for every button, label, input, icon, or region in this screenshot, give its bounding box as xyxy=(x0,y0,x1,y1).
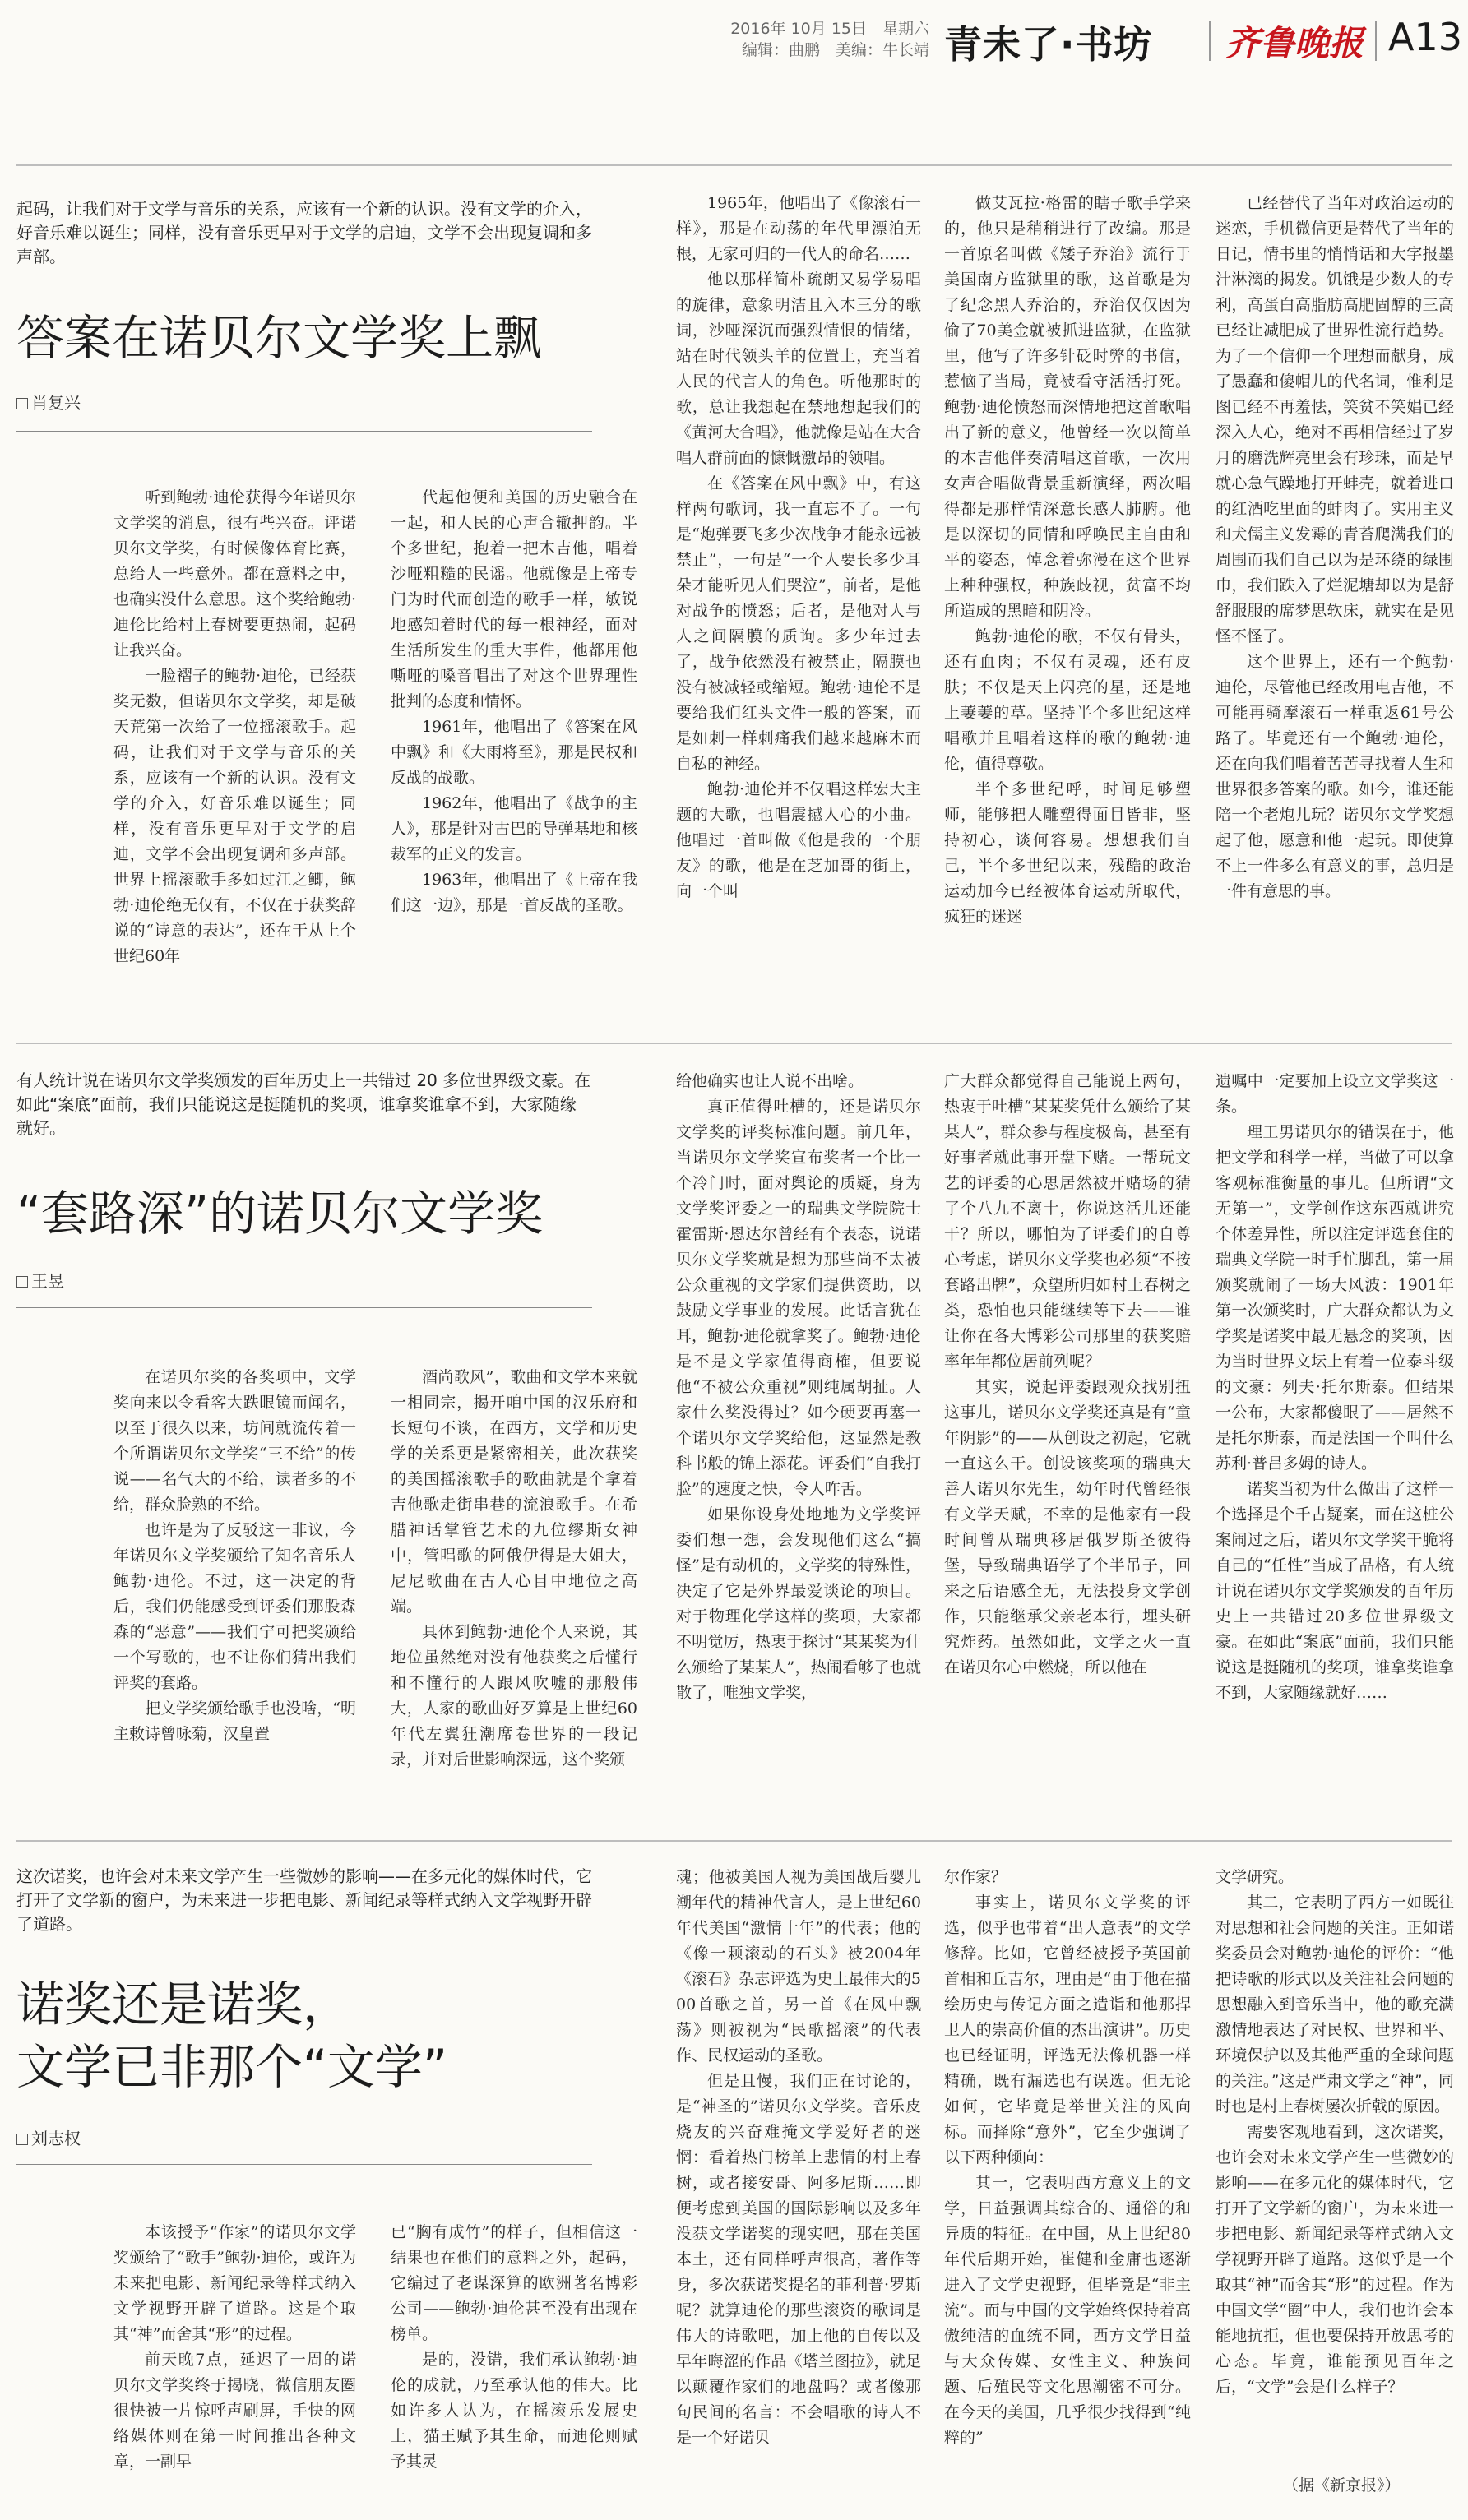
paragraph: 1965年，他唱出了《像滚石一样》，那是在动荡的年代里漂泊无根，无家可归的一代人的命名…… xyxy=(676,194,921,263)
paragraph: 其二，它表明了西方一如既往对思想和社会问题的关注。正如诺奖委员会对鲍勃·迪伦的评价：“他把诗歌的形式以及关注社会问题的思想融入到音乐当中，他的歌充满激情地表达了对民权、世界和平、环境保护以及其他严重的全球问题的关注。”这是严肃文学之“神”，同时也是村上春树屡次折戟的原因。 xyxy=(1216,1893,1454,2115)
paragraph: 文学研究。 xyxy=(1216,1868,1294,1886)
paragraph: 鲍勃·迪伦并不仅唱这样宏大主题的大歌，也唱震撼人心的小曲。他唱过一首叫做《他是我的一个朋友》的歌，他是在芝加哥的街上，向一个叫 xyxy=(676,780,921,900)
paragraph: 这个世界上，还有一个鲍勃·迪伦，尽管他已经改用电吉他，不可能再骑摩滚石一样重返61号公路了。毕竟还有一个鲍勃·迪伦，还在向我们唱着苦苦寻找着人生和世界很多答案的歌。如今，谁还能陪一个老炮儿玩？诺贝尔文学奖想起了他，愿意和他一起玩。即使算不上一件多么有意义的事，总归是一件有意思的事。 xyxy=(1216,653,1454,900)
byline-rule xyxy=(16,431,592,432)
article-divider xyxy=(16,1840,1452,1842)
paragraph: 也许是为了反驳这一非议，今年诺贝尔文学奖颁给了知名音乐人鲍勃·迪伦。不过，这一决定的背后，我们仍能感受到评委们那股森森的“恶意”——我们宁可把奖颁给一个写歌的，也不让你们猜出我们评奖的套路。 xyxy=(113,1521,356,1692)
paragraph: 代起他便和美国的历史融合在一起，和人民的心声合辙押韵。半个多世纪，抱着一把木吉他，唱着沙哑粗糙的民谣。他就像是上帝专门为时代而创造的歌手一样，敏锐地感知着时代的每一根神经，面对生活所发生的重大事件，他都用他嘶哑的嗓音唱出了对这个世界理性批判的态度和情怀。 xyxy=(391,488,637,710)
article-column xyxy=(113,485,356,1011)
paragraph: 做艾瓦拉·格雷的瞎子歌手学来的，他只是稍稍进行了改编。那是一首原名叫做《矮子乔治》流行于美国南方监狱里的歌，这首歌是为了纪念黑人乔治的，乔治仅仅因为偷了70美金就被抓进监狱，在监狱里，他写了许多针砭时弊的书信，惹恼了当局，竟被看守活活打死。鲍勃·迪伦愤怒而深情地把这首歌唱出了新的意义，他曾经一次以简单的木吉他伴奏清唱这首歌，一次用女声合唱做背景重新演绎，两次唱得都是那样情深意长感人肺腑。他是以深切的同情和呼唤民主自由和平的姿态，悼念着弥漫在这个世界上种种强权，种族歧视，贫富不均所造成的黑暗和阴冷。 xyxy=(944,194,1191,620)
article-column xyxy=(391,485,637,1011)
section-title: 青未了·书坊 xyxy=(944,22,1153,67)
byline-box-icon xyxy=(16,398,28,409)
page-number: A13 xyxy=(1388,15,1463,59)
article-column xyxy=(1216,1069,1454,1875)
headline-line: “套路深”的诺贝尔文学奖 xyxy=(16,1186,544,1242)
paragraph: 其一，它表明西方意义上的文学，日益强调其综合的、通俗的和异质的特征。在中国，从上世纪80年代后期开始，崔健和金庸也逐渐进入了文学史视野，但毕竟是“非主流”。而与中国的文学始终保持着高傲纯洁的血统不同，西方文学日益与大众传媒、女性主义、种族问题、后殖民等文化思潮密不可分。在今天的美国，几乎很少找得到“纯粹的” xyxy=(944,2174,1191,2447)
header-divider xyxy=(1375,21,1377,61)
issue-meta xyxy=(707,18,929,61)
paragraph: 已“胸有成竹”的样子，但相信这一结果也在他们的意料之外，起码，它编过了老谋深算的欧洲著名博彩公司——鲍勃·迪伦甚至没有出现在榜单。 xyxy=(391,2223,637,2343)
paragraph: 尔作家？ xyxy=(944,1868,1007,1886)
newspaper-logo: 齐鲁晚报 xyxy=(1225,23,1364,63)
article-column xyxy=(1216,191,1454,1013)
paragraph: 1961年，他唱出了《答案在风中飘》和《大雨将至》，那是民权和反战的战歌。 xyxy=(391,718,637,787)
paragraph: 1962年，他唱出了《战争的主人》，那是针对古巴的导弹基地和核裁军的正义的发言。 xyxy=(391,794,637,863)
article-column xyxy=(944,1865,1191,2514)
article-headline xyxy=(16,304,592,372)
paragraph: 在《答案在风中飘》中，有这样两句歌词，我一直忘不了。一句是“炮弹要飞多少次战争才能永远被禁止”，一句是“一个人要长多少耳朵才能听见人们哭泣”，前者，是他对战争的愤怒；后者，是他对人与人之间隔膜的质询。多少年过去了，战争依然没有被禁止，隔膜也没有被减轻或缩短。鲍勃·迪伦不是要给我们红头文件一般的答案，而是如刺一样刺痛我们越来越麻木而自私的神经。 xyxy=(676,474,921,773)
paragraph: 如果你设身处地地为文学奖评委们想一想，会发现他们这么“搞怪”是有动机的，文学奖的特殊性，决定了它是外界最爱谈论的项目。对于物理化学这样的奖项，大家都不明觉厉，热衷于探讨“某某奖为什么颁给了某某人”，热闹看够了也就散了，唯独文学奖， xyxy=(676,1505,921,1702)
paragraph: 其实，说起评委跟观众找别扭这事儿，诺贝尔文学奖还真是有“童年阴影”的——从创设之初起，它就一直这么干。创设该奖项的瑞典大善人诺贝尔先生，幼年时代曾经很有文学天赋，不幸的是他家有一段时间曾从瑞典移居俄罗斯圣彼得堡，导致瑞典语学了个半吊子，回来之后语感全无，无法投身文学创作，只能继承父亲老本行，埋头研究炸药。虽然如此，文学之火一直在诺贝尔心中燃烧，所以他在 xyxy=(944,1378,1191,1676)
paragraph: 酒尚歌风”，歌曲和文学本来就一相同宗，揭开咱中国的汉乐府和长短句不谈，在西方，文学和历史学的关系更是紧密相关，此次获奖的美国摇滚歌手的歌曲就是个拿着吉他歌走街串巷的流浪歌手。在希腊神话掌管艺术的九位缪斯女神中，管唱歌的阿俄伊得是大姐大，尼尼歌曲在古人心目中地位之高端。 xyxy=(391,1368,637,1616)
paragraph: 真正值得吐槽的，还是诺贝尔文学奖的评奖标准问题。前几年，当诺贝尔文学奖宣布奖者一个比一个冷门时，面对舆论的质疑，身为文学奖评委之一的瑞典文学院院士霍雷斯·恩达尔曾经有个表态，说诺贝尔文学奖就是想为那些尚不太被公众重视的文学家们提供资助，以鼓励文学事业的发展。此话言犹在耳，鲍勃·迪伦就拿奖了。鲍勃·迪伦是不是文学家值得商榷，但要说他“不被公众重视”则纯属胡扯。人家什么奖没得过？如今硬要再塞一个诺贝尔文学奖给他，这显然是教科书般的锦上添花。评委们“自我打脸”的速度之快，令人咋舌。 xyxy=(676,1098,921,1498)
article-divider xyxy=(16,1043,1452,1044)
article-column xyxy=(944,191,1191,1013)
author-byline xyxy=(16,1268,64,1292)
article-column xyxy=(1216,1865,1454,2469)
source-credit: （据《新京报》） xyxy=(1283,2476,1401,2495)
paragraph: 一脸褶子的鲍勃·迪伦，已经获奖无数，但诺贝尔文学奖，却是破天荒第一次给了一位摇滚歌手。起码，让我们对于文学与音乐的关系，应该有一个新的认识。没有文学的介入，好音乐难以诞生；同样，没有音乐更早对于文学的启迪，文学不会出现复调和多声部。世界上摇滚歌手多如过江之鲫，鲍勃·迪伦绝无仅有，不仅在于获奖辞说的“诗意的表达”，还在于从上个世纪60年 xyxy=(113,667,356,965)
byline-rule xyxy=(16,2164,592,2165)
paragraph: 遗嘱中一定要加上设立文学奖这一条。 xyxy=(1216,1072,1454,1116)
article-column xyxy=(391,2220,637,2516)
page-header xyxy=(0,0,1468,90)
headline-line: 诺奖还是诺奖， xyxy=(16,1977,351,2032)
paragraph: 是的，没错，我们承认鲍勃·迪伦的成就，乃至承认他的伟大。比如许多人认为，在摇滚乐发展史上，猫王赋予其生命，而迪伦则赋予其灵 xyxy=(391,2351,637,2471)
paragraph: 在诺贝尔奖的各奖项中，文学奖向来以令看客大跌眼镜而闻名，以至于很久以来，坊间就流传着一个所谓诺贝尔文学奖“三不给”的传说——名气大的不给，读者多的不给，群众脸熟的不给。 xyxy=(113,1368,356,1514)
paragraph: 1963年，他唱出了《上帝在我们这一边》，那是一首反战的圣歌。 xyxy=(391,871,637,914)
author-byline xyxy=(16,390,81,414)
article-column xyxy=(391,1365,637,1875)
author-byline xyxy=(16,2125,81,2149)
byline-box-icon xyxy=(16,2134,28,2145)
paragraph: 前天晚7点，延迟了一周的诺贝尔文学奖终于揭晓，微信朋友圈很快被一片惊呼声刷屏，手快的网络媒体则在第一时间推出各种文章，一副早 xyxy=(113,2351,356,2471)
paragraph: 但是且慢，我们正在讨论的，是“神圣的”诺贝尔文学奖。音乐皮烧友的兴奋难掩文学爱好者的迷惘：看着热门榜单上悲情的村上春树，或者接安哥、阿多尼斯……即便考虑到美国的国际影响以及多年没获文学诺奖的现实吧，那在美国本土，还有同样呼声很高，著作等身，多次获诺奖提名的菲利普·罗斯呢？就算迪伦的那些滚资的歌词是伟大的诗歌吧，加上他的自传以及早年晦涩的作品《塔兰图拉》，就足以颠覆作家们的地盘吗？或者像那句民间的名言：不会唱歌的诗人不是一个好诺贝 xyxy=(676,2072,921,2447)
byline-rule xyxy=(16,1307,592,1308)
paragraph: 把文学奖颁给歌手也没啥，“明主敕诗曾咏菊，汉皇置 xyxy=(113,1699,356,1743)
author-name: 刘志权 xyxy=(31,2129,81,2148)
paragraph: 理工男诺贝尔的错误在于，他把文学和科学一样，当做了可以拿客观标准衡量的事儿。但所谓“文无第一”，文学创作这东西就讲究个体差异性，所以注定评选套住的瑞典文学院一时手忙脚乱，第一届颁奖就闹了一场大风波：1901年第一次颁奖时，广大群众都认为文学奖是诺奖中最无悬念的奖项，因为当时世界文坛上有着一位泰斗级的文豪：列夫·托尔斯泰。但结果一公布，大家都傻眼了——居然不是托尔斯泰，而是法国一个叫什么苏利·普吕多姆的诗人。 xyxy=(1216,1123,1454,1473)
article-column xyxy=(676,191,921,1013)
article-column xyxy=(676,1865,921,2514)
paragraph: 鲍勃·迪伦的歌，不仅有骨头，还有血肉；不仅有灵魂，还有皮肤；不仅是天上闪亮的星，还是地上萋萋的草。坚持半个多世纪这样唱歌并且唱着这样的歌的鲍勃·迪伦，值得尊敬。 xyxy=(944,627,1191,773)
paragraph: 半个多世纪呼，时间足够塑师，能够把人雕塑得面目皆非，坚持初心，谈何容易。想想我们自己，半个多世纪以来，残酷的政治运动加今已经被体育运动所取代，疯狂的迷迷 xyxy=(944,780,1191,926)
article-headline xyxy=(16,1973,592,2098)
paragraph: 事实上，诺贝尔文学奖的评选，似乎也带着“出人意表”的文学修辞。比如，它曾经被授予英国前首相和丘吉尔，理由是“由于他在描绘历史与传记方面之造诣和他那捍卫人的崇高价值的杰出演讲”。历史也已经证明，评选无法像机器一样精确，既有漏选也有误选。但无论如何，它毕竟是举世关注的风向标。而择除“意外”，它至少强调了以下两种倾向： xyxy=(944,1893,1191,2166)
paragraph: 需要客观地看到，这次诺奖，也许会对未来文学产生一些微妙的影响——在多元化的媒体时代，它打开了文学新的窗户，为未来进一步把电影、新闻纪录等样式纳入文学视野开辟了道路。这似乎是一个取其“神”而舍其“形”的过程。作为中国文学“圈”中人，我们也许会本能地抗拒，但也要保持开放思考的心态。毕竟，谁能预见百年之后，“文学”会是什么样子？ xyxy=(1216,2123,1454,2396)
editor-credits: 编辑：曲鹏 美编：牛长靖 xyxy=(741,41,929,59)
headline-line: 答案在诺贝尔文学奖上飘 xyxy=(16,310,542,366)
paragraph: 他以那样简朴疏朗又易学易唱的旋律，意象明洁且入木三分的歌词，沙哑深沉而强烈情恨的情绪，站在时代领头羊的位置上，充当着人民的代言人的角色。听他那时的歌，总让我想起在禁地想起我们的《黄河大合唱》，他就像是站在大合唱人群前面的慷慨激昂的领唱。 xyxy=(676,270,921,467)
paragraph: 听到鲍勃·迪伦获得今年诺贝尔文学奖的消息，很有些兴奋。评诺贝尔文学奖，有时候像体育比赛，总给人一些意外。都在意料之中，也确实没什么意思。这个奖给鲍勃·迪伦比给村上春树要更热闹，起码让我兴奋。 xyxy=(113,488,356,659)
byline-box-icon xyxy=(16,1276,28,1288)
paragraph: 诺奖当初为什么做出了这样一个选择是个千古疑案，而在这桩公案闹过之后，诺贝尔文学奖干脆将自己的“任性”当成了品格，有人统计说在诺贝尔文学奖颁发的百年历史上一共错过20多位世界级文豪。在如此“案底”面前，我们只能说这是挺随机的奖项，谁拿奖谁拿不到，大家随缘就好…… xyxy=(1216,1480,1454,1702)
paragraph: 具体到鲍勃·迪伦个人来说，其地位虽然绝对没有他获奖之后懂行和不懂行的人跟风吹嘘的那般伟大，人家的歌曲好歹算是上世纪60年代左翼狂潮席卷世界的一段记录，并对后世影响深远，这个奖颁 xyxy=(391,1623,637,1769)
paragraph: 已经替代了当年对政治运动的迷恋，手机微信更是替代了当年的日记，情书里的悄悄话和大字报墨汁淋漓的揭发。饥饿是少数人的专利，高蛋白高脂肪高肥固醇的三高已经让减肥成了世界性流行趋势。为了一个信仰一个理想而献身，成了愚蠢和傻帽儿的代名词，惟利是图已经不再羞怯，笑贫不笑娼已经深入人心，绝对不再相信经过了岁月的磨洗辉亮里会有珍珠，而是早就心急气躁地打开蚌壳，就着进口的红酒吃里面的蚌肉了。实用主义和犬儒主义发霉的青苔爬满我们的周围而我们自己以为是环绕的绿围巾，我们跌入了烂泥塘却以为是舒舒服服的席梦思软床，就实在是见怪不怪了。 xyxy=(1216,194,1454,645)
header-divider xyxy=(1209,21,1211,61)
author-name: 肖复兴 xyxy=(31,393,81,413)
article-column xyxy=(113,2220,356,2516)
author-name: 王昱 xyxy=(31,1271,64,1291)
paragraph: 广大群众都觉得自己能说上两句，热衷于吐槽“某某奖凭什么颁给了某某人”，群众参与程度极高，甚至有好事者就此事开盘下赌。一帮玩文艺的评委的心思居然被开赌场的猜了个八九不离十，你说这活儿还能干？所以，哪怕为了评委们的自尊心考虑，诺贝尔文学奖也必须“不按套路出牌”，众望所归如村上春树之类，恐怕也只能继续等下去——谁让你在各大博彩公司那里的获奖赔率年年都位居前列呢？ xyxy=(944,1072,1191,1371)
article-divider xyxy=(16,164,1452,166)
article-lead: 起码，让我们对于文学与音乐的关系，应该有一个新的认识。没有文学的介入，好音乐难以诞生；同样，没有音乐更早对于文学的启迪，文学不会出现复调和多声部。 xyxy=(16,199,592,266)
article-headline xyxy=(16,1180,592,1247)
article-lead: 有人统计说在诺贝尔文学奖颁发的百年历史上一共错过 20 多位世界级文豪。在如此“案底”面前，我们只能说这是挺随机的奖项，谁拿奖谁拿不到，大家随缘就好。 xyxy=(16,1070,591,1138)
article-column xyxy=(113,1365,356,1875)
paragraph: 给他确实也让人说不出啥。 xyxy=(676,1072,864,1090)
article-column xyxy=(944,1069,1191,1875)
headline-line: 文学已非那个“文学” xyxy=(16,2039,448,2095)
paragraph: 本该授予“作家”的诺贝尔文学奖颁给了“歌手”鲍勃·迪伦，或许为未来把电影、新闻纪录等样式纳入文学视野开辟了道路。这是个取其“神”而舍其“形”的过程。 xyxy=(113,2223,356,2343)
article-lead: 这次诺奖，也许会对未来文学产生一些微妙的影响——在多元化的媒体时代，它打开了文学新的窗户，为未来进一步把电影、新闻纪录等样式纳入文学视野开辟了道路。 xyxy=(16,1866,592,1934)
paragraph: 魂；他被美国人视为美国战后婴儿潮年代的精神代言人，是上世纪60年代美国“激情十年”的代表；他的《像一颗滚动的石头》被2004年《滚石》杂志评选为史上最伟大的500首歌之首，另一首《在风中飘荡》则被视为“民歌摇滚”的代表作、民权运动的圣歌。 xyxy=(676,1868,921,2065)
article-column xyxy=(676,1069,921,1875)
issue-date: 2016年 10月 15日 星期六 xyxy=(730,20,929,38)
